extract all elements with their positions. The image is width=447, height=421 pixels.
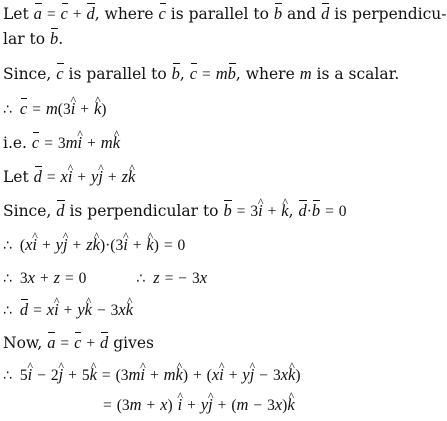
line-2 xyxy=(3,27,63,51)
line-1 xyxy=(3,2,447,27)
scalar-m: m xyxy=(100,133,113,152)
vector-d: d xyxy=(298,199,306,223)
text: gives xyxy=(108,334,154,352)
text: Let xyxy=(3,5,34,23)
equals: = xyxy=(163,237,173,254)
number: 3 xyxy=(110,302,119,319)
plus: + xyxy=(77,169,87,186)
line-12 xyxy=(3,363,301,388)
minus: − xyxy=(37,367,46,384)
minus: − xyxy=(253,397,263,414)
plus: + xyxy=(86,335,96,352)
scalar-m: m xyxy=(129,395,142,414)
plus: + xyxy=(63,302,73,319)
unit-j: ^ j xyxy=(98,165,103,189)
equals: = xyxy=(60,335,70,352)
number: 5 xyxy=(81,367,90,384)
unit-k: ^ k xyxy=(176,363,183,387)
number: 3 xyxy=(272,367,281,384)
therefore-symbol: ∴ xyxy=(3,238,12,254)
equals: = xyxy=(32,101,41,118)
number: 3 xyxy=(250,203,259,220)
plus: + xyxy=(149,367,159,384)
plus: + xyxy=(72,237,82,254)
text: , where xyxy=(235,65,300,83)
paren: ) xyxy=(153,237,159,254)
text: lar to xyxy=(3,30,51,48)
line-11 xyxy=(3,331,154,356)
plus: + xyxy=(267,203,277,220)
paren: ( xyxy=(206,367,212,384)
unit-i: ^ i xyxy=(71,97,76,121)
vector-b: b xyxy=(274,2,282,26)
vector-d: d xyxy=(86,2,94,26)
var-y: y xyxy=(200,395,209,414)
paren: ) xyxy=(282,397,288,414)
paren: ( xyxy=(116,397,122,414)
unit-k: ^ k xyxy=(94,97,101,121)
var-x: x xyxy=(199,268,208,287)
paren: ) xyxy=(182,367,189,384)
equals: = xyxy=(44,135,53,152)
vector-d: d xyxy=(100,331,108,355)
minus: − xyxy=(178,270,188,287)
vector-d: d xyxy=(20,298,28,322)
scalar-m: m xyxy=(299,64,312,83)
unit-i: ^ i xyxy=(28,363,33,387)
paren: ( xyxy=(57,101,63,118)
text: , where xyxy=(94,5,159,23)
line-3 xyxy=(3,62,399,87)
vector-a: a xyxy=(34,2,42,26)
unit-j: ^ j xyxy=(208,393,213,417)
plus: + xyxy=(68,367,77,384)
var-z: z xyxy=(53,268,61,287)
therefore-symbol: ∴ xyxy=(3,368,12,384)
var-x: x xyxy=(274,395,283,414)
number: 3 xyxy=(115,237,124,254)
number: 0 xyxy=(338,203,347,220)
unit-k: ^ k xyxy=(146,233,153,257)
vector-d: d xyxy=(321,2,329,26)
equals: = xyxy=(236,203,246,220)
number: 0 xyxy=(78,270,87,287)
number: 3 xyxy=(267,397,275,414)
text: . xyxy=(58,30,64,48)
scalar-m: m xyxy=(215,64,228,83)
text: is perpendicu- xyxy=(329,5,447,23)
var-z: z xyxy=(86,235,93,254)
vector-c: c xyxy=(20,97,27,121)
unit-i: ^ i xyxy=(123,233,128,257)
equals: = xyxy=(103,397,112,414)
plus: + xyxy=(107,169,117,186)
unit-i: ^ i xyxy=(32,233,37,257)
var-x: x xyxy=(280,365,289,384)
var-y: y xyxy=(242,365,250,384)
therefore-symbol: ∴ xyxy=(136,271,146,287)
minus: − xyxy=(96,302,106,319)
number: 3 xyxy=(191,270,200,287)
plus: + xyxy=(146,397,156,414)
unit-i: ^ i xyxy=(54,298,59,322)
plus: + xyxy=(187,397,196,414)
therefore-symbol: ∴ xyxy=(3,271,12,287)
equals: = xyxy=(33,302,42,319)
plus: + xyxy=(41,237,51,254)
unit-k: ^ k xyxy=(128,165,135,189)
unit-k: ^ k xyxy=(93,233,100,257)
vector-d: d xyxy=(56,199,64,223)
paren: ( xyxy=(231,397,237,414)
vector-a: a xyxy=(47,331,55,355)
line-8 xyxy=(3,233,185,258)
paren: ) xyxy=(167,397,173,414)
line-9 xyxy=(3,266,207,291)
vector-b: b xyxy=(50,27,58,51)
unit-j: ^ j xyxy=(63,233,68,257)
var-y: y xyxy=(77,300,85,319)
equals: = xyxy=(46,169,56,186)
unit-k: ^ k xyxy=(85,298,92,322)
scalar-m: m xyxy=(65,133,78,152)
text: is a scalar. xyxy=(311,65,400,83)
paren: ) xyxy=(295,367,301,384)
number: 5 xyxy=(19,367,28,384)
var-x: x xyxy=(27,268,35,287)
text: Let xyxy=(3,168,34,186)
line-13 xyxy=(103,393,295,418)
number: 3 xyxy=(57,135,66,152)
plus: + xyxy=(192,367,202,384)
var-x: x xyxy=(160,395,168,414)
var-x: x xyxy=(60,167,68,186)
scalar-m: m xyxy=(128,365,141,384)
var-x: x xyxy=(118,300,126,319)
number: 3 xyxy=(120,367,129,384)
paren: ) xyxy=(99,237,106,254)
unit-i: ^ i xyxy=(68,165,73,189)
unit-k: ^ k xyxy=(287,393,294,417)
plus: + xyxy=(39,270,49,287)
var-x: x xyxy=(46,300,55,319)
text: Now, xyxy=(3,334,48,352)
number: 3 xyxy=(121,397,130,414)
var-x: x xyxy=(25,235,33,254)
vector-b: b xyxy=(223,199,231,223)
unit-j: ^ j xyxy=(250,363,255,387)
text: is parallel to xyxy=(63,65,172,83)
vector-c: c xyxy=(56,62,63,86)
unit-j: ^ j xyxy=(59,363,64,387)
vector-c: c xyxy=(190,62,197,86)
number: 2 xyxy=(50,367,59,384)
var-x: x xyxy=(211,365,220,384)
dot: · xyxy=(306,203,312,220)
text: i.e. xyxy=(3,134,32,152)
scalar-m: m xyxy=(236,395,249,414)
vector-b: b xyxy=(172,62,180,86)
line-4 xyxy=(3,97,106,122)
vector-c: c xyxy=(61,2,68,26)
line-7: Since, d is perpendicular to b = 3^ i + ^ k, d·b = 0 xyxy=(3,199,347,224)
equals: = xyxy=(202,66,211,83)
var-y: y xyxy=(91,167,99,186)
vector-b: b xyxy=(228,62,236,86)
text: is parallel to xyxy=(165,5,274,23)
equals: = xyxy=(64,270,74,287)
paren: ( xyxy=(19,237,26,254)
equals: = xyxy=(46,6,56,23)
line-6 xyxy=(3,165,135,190)
vector-c: c xyxy=(74,331,81,355)
var-z: z xyxy=(153,268,160,287)
text: Since, xyxy=(3,65,57,83)
unit-k: ^ k xyxy=(126,298,133,322)
plus: + xyxy=(228,367,238,384)
unit-i: ^ i xyxy=(258,199,263,223)
therefore-symbol: ∴ xyxy=(3,303,12,319)
equals: = xyxy=(164,270,174,287)
unit-k: ^ k xyxy=(288,363,295,387)
number: 0 xyxy=(177,237,186,254)
var-y: y xyxy=(55,235,63,254)
number: 3 xyxy=(62,101,71,118)
unit-i: ^ i xyxy=(219,363,224,387)
unit-i: ^ i xyxy=(78,131,83,155)
plus: + xyxy=(132,237,142,254)
plus: + xyxy=(72,6,82,23)
paren: ) xyxy=(101,101,107,118)
vector-b: b xyxy=(312,199,320,223)
equals: = xyxy=(325,203,334,220)
plus: + xyxy=(87,135,96,152)
dot: · xyxy=(105,237,111,254)
minus: − xyxy=(259,367,268,384)
line-10 xyxy=(3,298,133,323)
unit-k: ^ k xyxy=(281,199,288,223)
paren: ( xyxy=(110,237,116,254)
plus: + xyxy=(217,397,227,414)
plus: + xyxy=(80,101,89,118)
text: and xyxy=(282,5,322,23)
text: , xyxy=(179,65,190,83)
therefore-symbol: ∴ xyxy=(3,102,12,118)
equals: = xyxy=(101,367,111,384)
number: 3 xyxy=(19,270,28,287)
vector-d: d xyxy=(34,165,42,189)
vector-c: c xyxy=(159,2,166,26)
line-5 xyxy=(3,131,120,156)
text: Since, xyxy=(3,202,57,220)
scalar-m: m xyxy=(45,99,58,118)
unit-k: ^ k xyxy=(113,131,120,155)
unit-k: ^ k xyxy=(90,363,97,387)
var-z: z xyxy=(121,167,129,186)
scalar-m: m xyxy=(163,365,176,384)
paren: ( xyxy=(115,367,121,384)
text: is perpendicular to xyxy=(64,202,224,220)
unit-i: ^ i xyxy=(178,393,183,417)
unit-i: ^ i xyxy=(140,363,145,387)
vector-c: c xyxy=(32,131,39,155)
